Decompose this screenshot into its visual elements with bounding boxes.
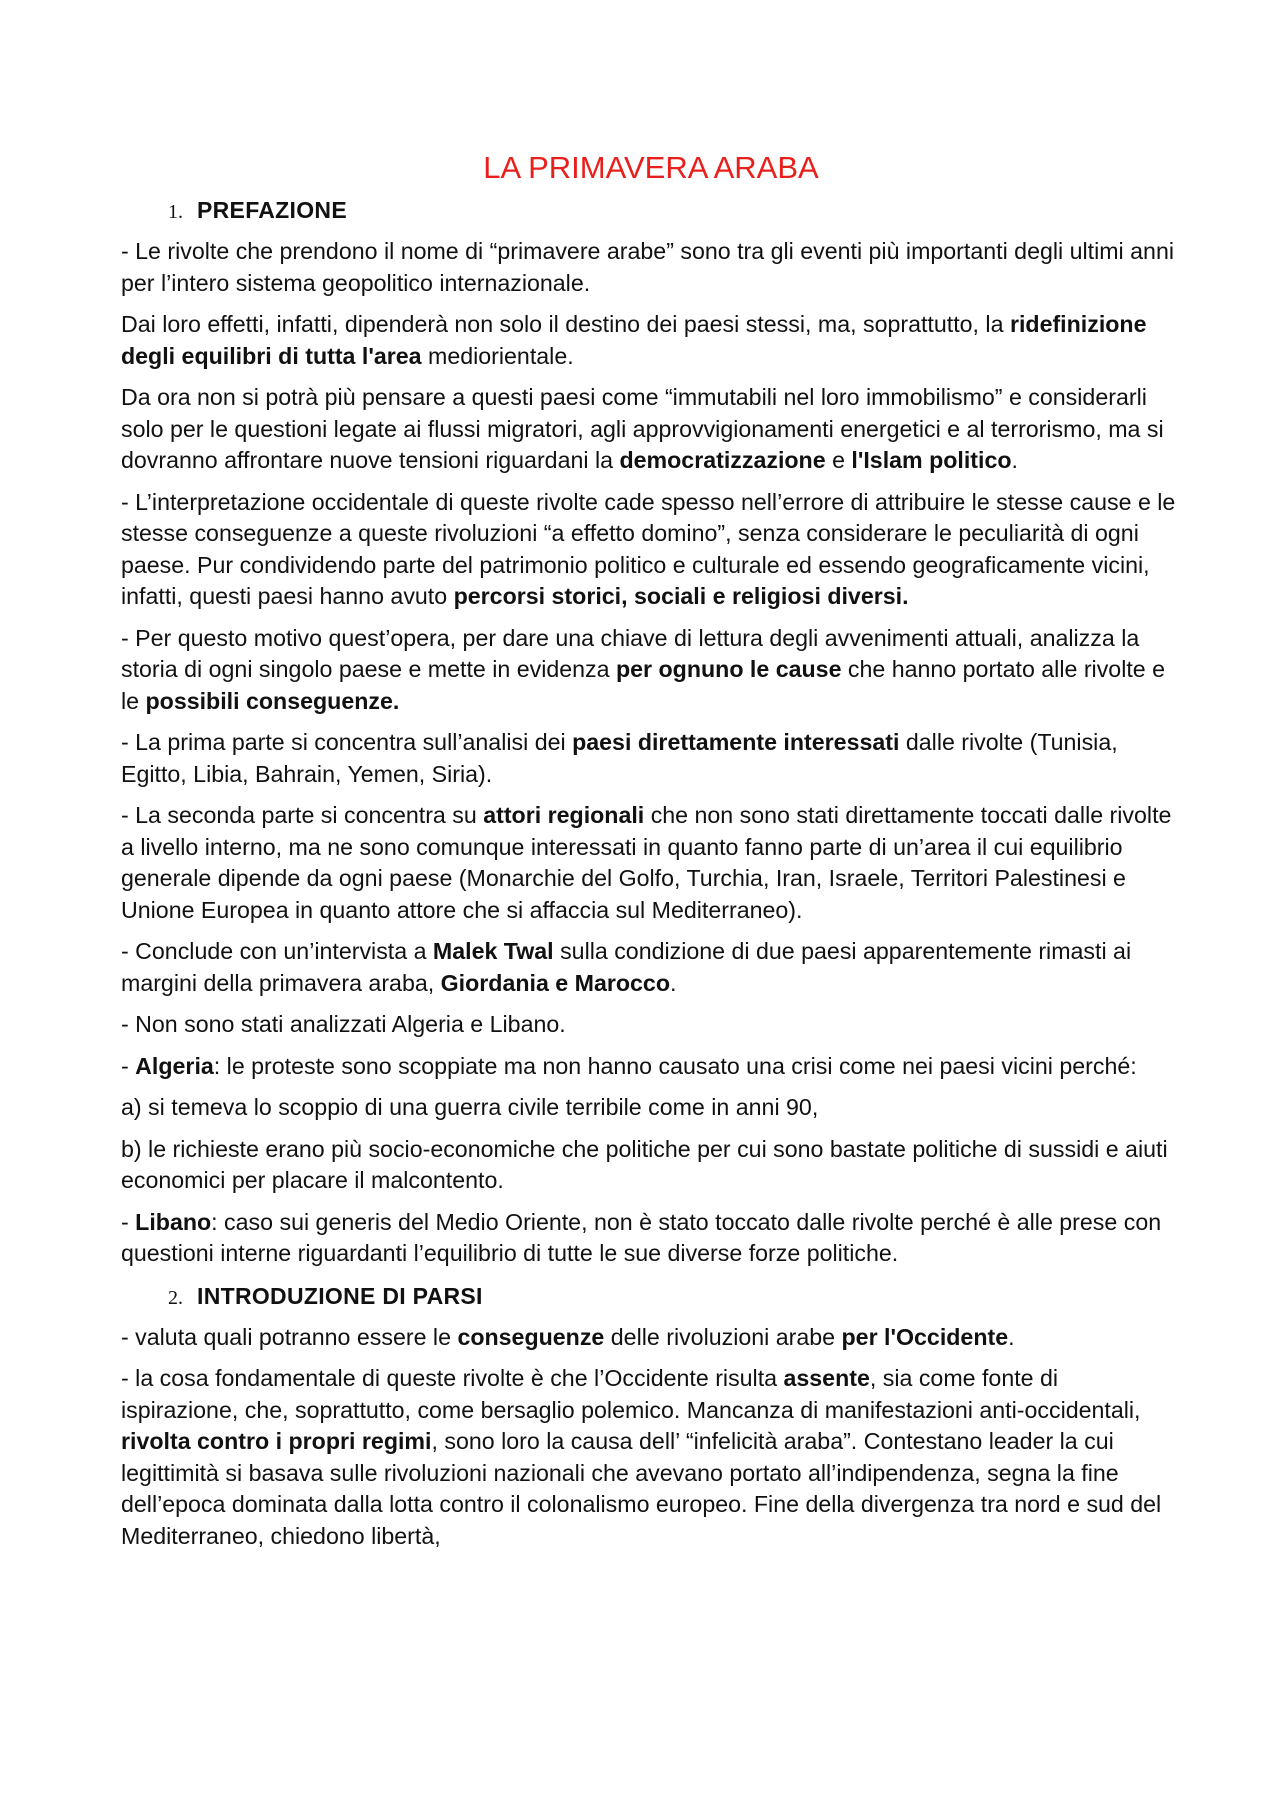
document-title: LA PRIMAVERA ARABA xyxy=(483,150,819,185)
paragraph: - la cosa fondamentale di queste rivolte è che l’Occidente risulta assente, sia come fonte di ispirazione, che, soprattutto, come bersaglio polemico. Mancanza di manifestazioni anti-occidentali, rivolta contro i propri regimi, sono loro la causa dell’ “infelicità araba”. Contestano leader la cui legittimità si basava sulle rivoluzioni nazionali che avevano portato all’indipendenza, segna la fine dell’epoca dominata dalla lotta contro il colonalismo europeo. Fine della divergenza tra nord e sud del Mediterraneo, chiedono libertà, xyxy=(121,1365,1162,1549)
paragraph: - L’interpretazione occidentale di queste rivolte cade spesso nell’errore di attribuire le stesse cause e le stesse conseguenze a queste rivoluzioni “a effetto domino”, senza considerare le peculiarità di ogni paese. Pur condividendo parte del patrimonio politico e culturale ed essendo geograficamente vicini, infatti, questi paesi hanno avuto percorsi storici, sociali e religiosi diversi. xyxy=(121,488,1176,609)
section-number: 2. xyxy=(168,1286,183,1309)
paragraph: b) le richieste erano più socio-economiche che politiche per cui sono bastate politiche di sussidi e aiuti economici per placare il malcontento. xyxy=(121,1135,1168,1193)
document-page xyxy=(121,148,1181,1562)
section-title: PREFAZIONE xyxy=(197,197,347,223)
paragraph: - La prima parte si concentra sull’analisi dei paesi direttamente interessati dalle rivolte (Tunisia, Egitto, Libia, Bahrain, Yemen, Siria). xyxy=(121,729,1118,787)
paragraph: - Algeria: le proteste sono scoppiate ma non hanno causato una crisi come nei paesi vicini perché: xyxy=(121,1052,1137,1079)
paragraph: - Non sono stati analizzati Algeria e Libano. xyxy=(121,1011,566,1037)
paragraph: - valuta quali potranno essere le conseguenze delle rivoluzioni arabe per l'Occidente. xyxy=(121,1323,1015,1350)
paragraph: Dai loro effetti, infatti, dipenderà non solo il destino dei paesi stessi, ma, soprattutto, la ridefinizione degli equilibri di tutta l'area mediorientale. xyxy=(121,311,1147,369)
section-title: INTRODUZIONE DI PARSI xyxy=(197,1282,483,1309)
section-heading-prefazione xyxy=(121,194,1181,228)
section-heading-introduzione xyxy=(121,1280,1181,1314)
paragraph: a) si temeva lo scoppio di una guerra civile terribile come in anni 90, xyxy=(121,1094,819,1120)
paragraph: Da ora non si potrà più pensare a questi paesi come “immutabili nel loro immobilismo” e considerarli solo per le questioni legate ai flussi migratori, agli approvvigionamenti energetici e al terrorismo, ma si dovranno affrontare nuove tensioni riguardani la democratizzazione e l'Islam politico. xyxy=(121,384,1164,473)
paragraph: - La seconda parte si concentra su attori regionali che non sono stati direttamente toccati dalle rivolte a livello interno, ma ne sono comunque interessati in quanto fanno parte di un’area il cui equilibrio generale dipende da ogni paese (Monarchie del Golfo, Turchia, Iran, Israele, Territori Palestinesi e Unione Europea in quanto attore che si affaccia sul Mediterraneo). xyxy=(121,802,1172,923)
paragraph: - Per questo motivo quest’opera, per dare una chiave di lettura degli avvenimenti attuali, analizza la storia di ogni singolo paese e mette in evidenza per ognuno le cause che hanno portato alle rivolte e le possibili conseguenze. xyxy=(121,624,1166,714)
paragraph: - Conclude con un’intervista a Malek Twal sulla condizione di due paesi apparentemente rimasti ai margini della primavera araba, Giordania e Marocco. xyxy=(121,938,1132,996)
paragraph: - Le rivolte che prendono il nome di “primavere arabe” sono tra gli eventi più importanti degli ultimi anni per l’intero sistema geopolitico internazionale. xyxy=(121,238,1174,296)
paragraph: - Libano: caso sui generis del Medio Oriente, non è stato toccato dalle rivolte perché è alle prese con questioni interne riguardanti l’equilibrio di tutte le sue diverse forze politiche. xyxy=(121,1208,1162,1266)
section-number: 1. xyxy=(168,201,183,223)
